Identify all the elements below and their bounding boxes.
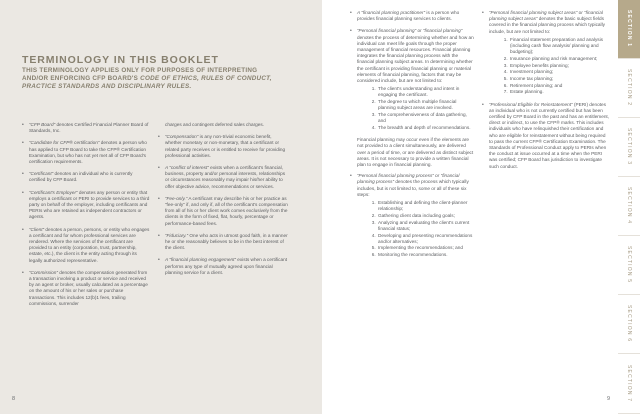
page-number-right: 9: [607, 396, 611, 402]
subtitle-italic: CODE OF ETHICS, RULES OF CONDUCT, PRACTICE STANDARDS AND DISCIPLINARY RULES.: [22, 75, 272, 90]
definition-certificant: [22, 171, 150, 183]
definition-text: is a person who provides financial planning services to clients.: [357, 10, 460, 22]
tab-label: SECTION 6: [626, 305, 632, 343]
title-block: [22, 54, 282, 91]
definition-fee-only: [158, 196, 288, 227]
tab-section-4[interactable]: [618, 177, 640, 236]
paragraph-financial-planning-note: Financial planning may occur even if the elements are not provided to a client simultaneously, are delivered over a period of time, or are delivered as distinct subject areas. It is not necessary to provide a written financial plan to engage in financial planning.: [357, 137, 474, 167]
term: A “conflict of interest”: [165, 165, 209, 171]
term: “Fiduciary.”: [165, 232, 189, 238]
definition-text: denotes the process which typically includes, but is not limited to, some or all of these six steps:: [357, 179, 469, 197]
definition-text: A certificant may describe his or her practice as “fee-only” if, and only if, all of the certificant's compensation from all of his or her client work comes exclusively from the clients in the form of fixed, flat, hourly, percentage or performance-based fees.: [165, 195, 288, 226]
left-column: [22, 122, 150, 313]
right-column-b: [482, 10, 610, 176]
tab-section-7[interactable]: [618, 354, 640, 414]
tab-section-1[interactable]: [618, 0, 640, 59]
term: “Candidate for CFP® certification”: [29, 140, 100, 146]
definition-compensation: [158, 134, 288, 159]
tab-label: SECTION 1: [626, 10, 632, 48]
definition-text: is any non-trivial economic benefit, whether monetary or non-monetary, that a certificant or related party receives or is entitled to receive for providing professional activities.: [165, 134, 286, 158]
definition-candidate: [22, 140, 150, 165]
list-item: 7. Estate planning.: [509, 89, 610, 95]
bullet: •: [22, 171, 24, 178]
term: “Certificant”: [29, 171, 54, 177]
term: “Professional Eligible for Reinstatement”: [489, 101, 573, 107]
term: A “financial planning practitioner”: [357, 10, 426, 15]
tab-section-5[interactable]: [618, 236, 640, 295]
definition-financial-planning-subject-areas: [482, 10, 610, 96]
list-item: 2. The degree to which multiple financial planning subject areas are involved.: [377, 99, 475, 111]
bullet: •: [22, 189, 24, 196]
list-item: 4. Investment planning;: [509, 69, 610, 75]
bullet: •: [22, 226, 24, 233]
term: “CFP Board”: [29, 122, 56, 127]
definition-text: denotes any person or entity that employs a certificant or PERI to provide services to a third party on behalf of the employer, including certificants and PERIs who are retained as independent contractors or agents.: [29, 189, 150, 220]
bullet: •: [22, 140, 24, 147]
definition-fiduciary: [158, 233, 288, 252]
definition-client: [22, 227, 150, 264]
term: “Certificant's Employer”: [29, 189, 78, 195]
list-item: 1. Financial statement preparation and analysis (including cash flow analysis/ planning and budgeting);: [509, 37, 610, 56]
middle-column: [158, 122, 288, 282]
definition-text: denotes the compensation generated from a transaction involving a product or service and received by an agent or broker, usually calculated as a percentage on the amount of his or her sales or purchase transactions. This includes 12(b)1 fees, trailing commissions, surrender: [29, 269, 148, 306]
subtitle-part1: THIS TERMINOLOGY APPLIES ONLY FOR PURPOSES OF INTERPRETING AND/OR ENFORCING CFP BOARD'S: [22, 67, 258, 82]
list-item: 4. Developing and presenting recommendations and/or alternatives;: [377, 233, 475, 245]
definition-text: denotes a person, persons, or entity who engages a certificant and for whom professional services are rendered. Where the services of the certificant are provided to an entity (corporation, trust, partnership, estate, etc.), the client is the entity acting through its legally authorized representative.: [29, 226, 150, 263]
term: “Personal financial planning” or “financial planning”: [357, 28, 463, 34]
tab-label: SECTION 3: [626, 128, 632, 166]
tab-section-6[interactable]: [618, 295, 640, 354]
bullet: •: [350, 10, 352, 16]
factors-list: [357, 86, 475, 131]
list-item: 6. Monitoring the recommendations.: [377, 252, 475, 258]
tab-section-3[interactable]: [618, 118, 640, 177]
term: “Personal financial planning process” or “financial planning process”: [357, 173, 460, 185]
definition-peri: [482, 102, 610, 170]
definition-continuation: charges and contingent deferred sales charges.: [165, 122, 265, 127]
bullet: •: [158, 134, 160, 141]
page-subtitle: [22, 67, 282, 91]
list-item: 1. The client's understanding and intent in engaging the certificant.: [377, 86, 475, 98]
definition-commission: [22, 270, 150, 307]
bullet: •: [350, 28, 352, 35]
list-item: 4. The breadth and depth of recommendations.: [377, 125, 475, 131]
definition-certificants-employer: [22, 190, 150, 221]
definition-cfp-board: [22, 122, 150, 134]
term: “Client”: [29, 226, 45, 232]
bullet: •: [482, 10, 484, 16]
definition-text: exists when a certificant performs any type of mutually agreed upon financial planning service for a client.: [165, 257, 288, 275]
term: “Commission”: [29, 269, 58, 275]
list-item: 5. Income tax planning;: [509, 76, 610, 82]
term: A “financial planning engagement”: [165, 257, 236, 263]
bullet: •: [158, 232, 160, 239]
definition-text: (PERI) denotes an individual who is not currently certified but has been certified by CFP Board in the past and has an entitlement, direct or indirect, to use the CFP® marks. This includes individuals who have relinquished their certification and who are eligible for reinstatement without being required to pass the current CFP® Certification Examination. The Standards of Professional Conduct apply to PERIs when the conduct at issue occurred at a time when the PERI was certified; CFP Board has jurisdiction to investigate such conduct.: [489, 101, 610, 169]
steps-list: [357, 200, 475, 258]
definition-financial-planning-engagement: [158, 257, 288, 276]
definition-conflict-of-interest: [158, 165, 288, 190]
tab-label: SECTION 2: [626, 69, 632, 107]
definition-text: denotes a person who has applied to CFP Board to take the CFP® Certification Examination, but who has not yet met all of CFP Board's certification requirements.: [29, 140, 147, 165]
term: “Fee-only.”: [165, 195, 188, 201]
list-item: 2. Insurance planning and risk management;: [509, 56, 610, 62]
list-item: 3. The comprehensiveness of data gathering, and: [377, 112, 475, 124]
definition-text: denotes an individual who is currently certified by CFP Board.: [29, 171, 133, 183]
list-item: 3. Employee benefits planning;: [509, 63, 610, 69]
term: “Personal financial planning subject areas” or “financial planning subject areas”: [489, 10, 603, 22]
definition-text: One who acts in utmost good faith, in a manner he or she reasonably believes to be in the best interest of the client.: [165, 232, 288, 251]
tab-label: SECTION 7: [626, 364, 632, 403]
definition-personal-financial-planning: [350, 28, 475, 131]
definition-text: denotes the basic subject fields covered in the financial planning process which typically include, but are not limited to:: [489, 16, 605, 34]
list-item: 3. Analyzing and evaluating the client's current financial status;: [377, 220, 475, 232]
bullet: •: [158, 195, 160, 202]
bullet: •: [22, 269, 24, 276]
list-item: 6. Retirement planning; and: [509, 83, 610, 89]
definition-text: exists when a certificant's financial, business, property and/or personal interests, relationships or circumstances reasonably may impair his/her ability to offer objective advice, recommendations or services.: [165, 165, 286, 189]
bullet: •: [158, 257, 160, 264]
bullet: •: [158, 165, 160, 172]
definition-text: denotes the process of determining whether and how an individual can meet life goals through the proper management of financial resources. Financial planning integrates the financial planning process with the financial planning subject areas. In determining whether the certificant is providing financial planning or material elements of financial planning, factors that may be considered include, but are not limited to:: [357, 34, 474, 84]
subject-areas-list: [489, 37, 610, 96]
bullet: •: [350, 173, 352, 180]
right-column-a: [350, 10, 475, 264]
bullet: •: [482, 101, 484, 108]
list-item: 2. Gathering client data including goals;: [377, 213, 475, 219]
section-tabs: [618, 0, 640, 414]
definition-financial-planning-practitioner: [350, 10, 475, 22]
bullet: •: [22, 122, 24, 128]
list-item: 5. Implementing the recommendations; and: [377, 245, 475, 251]
term: “Compensation”: [165, 134, 199, 140]
definition-text: denotes Certified Financial Planner Board of Standards, Inc.: [29, 122, 149, 134]
page-number-left: 8: [12, 396, 16, 402]
list-item: 1. Establishing and defining the client-planner relationship;: [377, 200, 475, 212]
tab-section-2[interactable]: [618, 59, 640, 118]
definition-financial-planning-process: [350, 173, 475, 258]
tab-label: SECTION 4: [626, 187, 632, 225]
tab-label: SECTION 5: [626, 246, 632, 284]
page-title: TERMINOLOGY IN THIS BOOKLET: [22, 54, 219, 66]
